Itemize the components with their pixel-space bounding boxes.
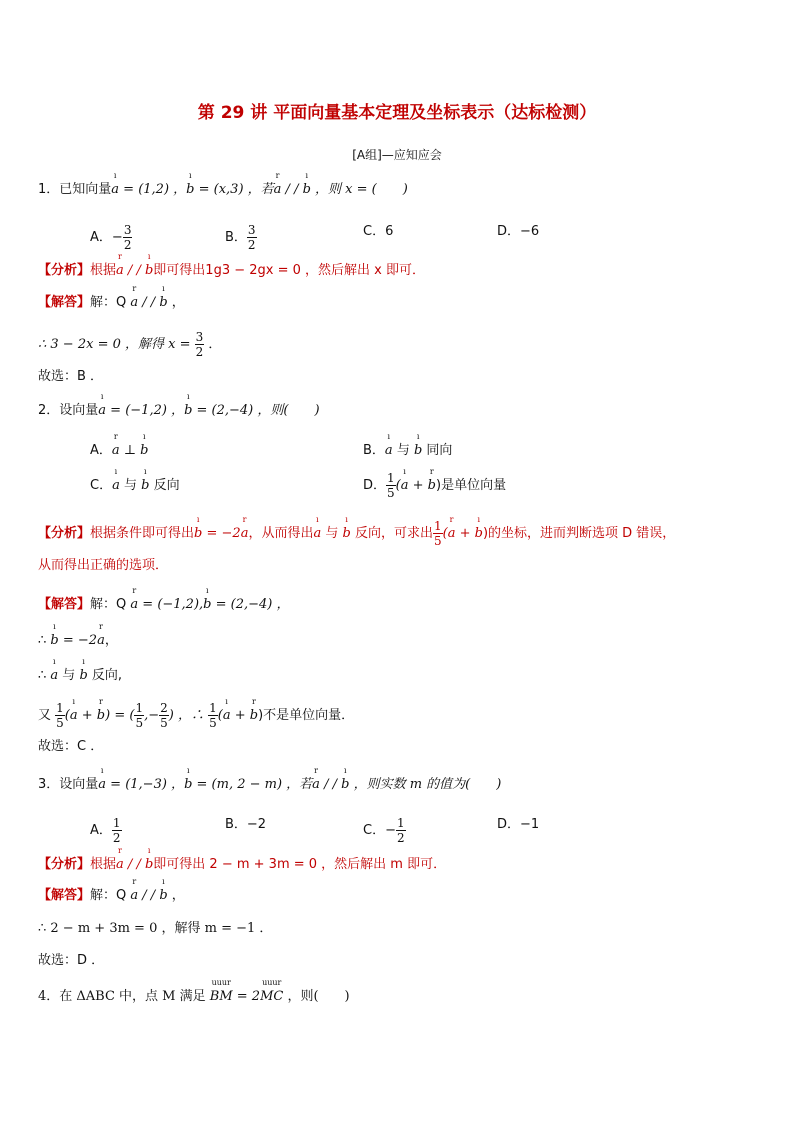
step-text: 又 — [38, 708, 56, 723]
q1-analysis — [38, 262, 425, 280]
vector-a: r a — [116, 262, 124, 280]
paren: ( — [217, 708, 223, 723]
fraction — [112, 816, 122, 845]
vector-a: r a — [448, 525, 456, 543]
plus-symbol: + — [230, 708, 250, 723]
option-label: A． — [90, 443, 112, 458]
q3-b-value: = (m, 2 − m) ，若 — [192, 777, 313, 792]
fraction — [396, 816, 406, 845]
q1-b-value: = (x,3) ，若 — [194, 182, 274, 197]
q2-option-b — [363, 442, 452, 460]
vector-b: r b — [428, 477, 436, 495]
vector-a: ı a — [223, 707, 231, 725]
vector-a: r a — [274, 181, 282, 199]
fraction — [208, 701, 218, 730]
vector-b: ı b — [414, 442, 422, 460]
analysis-text: 即可得出 2 − m + 3m = 0 ，然后解出 m 即可． — [153, 857, 447, 872]
q3-a-value: = (1,−3) ， — [106, 777, 185, 792]
answer-equation: = (−1,2), — [138, 597, 204, 612]
fraction — [433, 519, 443, 548]
plus-symbol: + — [77, 708, 97, 723]
q1-option-b — [225, 223, 257, 252]
q2-step-2 — [38, 667, 122, 685]
step-suffix: ． — [204, 337, 222, 352]
vector-a: r a — [97, 632, 105, 650]
vector-b: r b — [97, 707, 105, 725]
vector-a: ı a — [111, 181, 119, 199]
fraction — [159, 701, 169, 730]
vector-a: r a — [241, 525, 249, 543]
answer-tag: 【解答】 — [38, 888, 91, 903]
vector-a: r a — [116, 856, 124, 874]
vector-b: ı b — [303, 181, 311, 199]
vector-b: ı b — [140, 442, 148, 460]
vector-a: r a — [130, 596, 138, 614]
vector-b: ı b — [194, 525, 202, 543]
vector-b: ı b — [343, 525, 351, 543]
denominator: 5 — [135, 716, 144, 730]
answer-prefix: 解：Q — [90, 597, 131, 612]
denominator: 5 — [209, 716, 217, 730]
q4-equation: = 2 — [232, 989, 261, 1004]
vector-b: ı b — [50, 632, 58, 650]
analysis-prefix: 根据 — [90, 263, 117, 278]
analysis-tag: 【分析】 — [38, 857, 91, 872]
vector-a: ı a — [98, 402, 106, 420]
q1-option-c: C．6 — [363, 224, 394, 239]
vector-b: ı b — [79, 667, 87, 685]
fraction — [247, 223, 257, 252]
analysis-text: 即可得出1g3 − 2gx = 0 ，然后解出 x 即可． — [153, 263, 425, 278]
fraction — [386, 471, 396, 500]
vector-b: ı b — [184, 776, 192, 794]
q2-option-c — [90, 477, 180, 495]
q1-stem-prefix: 1．已知向量 — [38, 182, 112, 197]
q2-step-1 — [38, 632, 118, 650]
step-text: ∴ — [38, 668, 51, 683]
vector-a: ı a — [401, 477, 409, 495]
denominator: 2 — [195, 345, 204, 359]
q3-analysis — [38, 856, 446, 874]
perpendicular-symbol: ⊥ — [119, 443, 141, 458]
answer-equation: = (2,−4) ， — [211, 597, 290, 612]
denominator: 5 — [160, 716, 168, 730]
q1-option-a — [90, 223, 132, 252]
vector-b: ı b — [184, 402, 192, 420]
option-label: C． — [90, 478, 113, 493]
section-subtitle: [A组]—应知应会 — [352, 148, 442, 162]
vector-mc: uuur MC — [260, 988, 283, 1006]
vector-a: ı a — [385, 442, 393, 460]
analysis-tag: 【分析】 — [38, 526, 91, 541]
denominator: 2 — [123, 238, 132, 252]
q1-answer — [38, 294, 185, 312]
numerator: 1 — [396, 816, 405, 830]
denominator: 2 — [396, 831, 405, 845]
numerator: 1 — [209, 701, 217, 715]
q3-answer — [38, 887, 185, 905]
q1-stem — [38, 181, 408, 199]
q4-stem-prefix: 4．在 ΔABC 中，点 M 满足 — [38, 989, 210, 1004]
q1-stem-suffix: ，则 x = ( ) — [310, 182, 408, 197]
q1-step-1 — [38, 330, 221, 359]
q3-choice: 故选：D ． — [38, 953, 105, 968]
q2-b-value: = (2,−4) ，则( ) — [192, 403, 320, 418]
step-equation: ,− — [144, 708, 160, 723]
fraction — [55, 701, 65, 730]
analysis-prefix: 根据 — [90, 857, 117, 872]
analysis-text: ，从而得出 — [248, 526, 314, 541]
option-label: A． — [90, 823, 112, 838]
page-title: 第 29 讲 平面向量基本定理及坐标表示（达标检测） — [197, 103, 597, 123]
q2-step-3 — [38, 701, 354, 730]
parallel-symbol: / / — [138, 888, 160, 903]
answer-tag: 【解答】 — [38, 597, 91, 612]
option-text: 反向 — [149, 478, 180, 493]
vector-b: ı b — [141, 477, 149, 495]
q2-answer — [38, 596, 290, 614]
step-text: ∴ — [38, 633, 51, 648]
vector-b: ı b — [145, 856, 153, 874]
parallel-symbol: / / — [123, 263, 145, 278]
numerator: 3 — [123, 223, 132, 237]
vector-a: ı a — [50, 667, 58, 685]
option-label: B． — [225, 230, 247, 245]
step-suffix: 反向, — [87, 668, 123, 683]
paren: ( — [395, 478, 401, 493]
q3-option-b: B．−2 — [225, 817, 267, 832]
parallel-symbol: / / — [281, 182, 303, 197]
answer-suffix: ， — [167, 888, 185, 903]
vector-b: ı b — [145, 262, 153, 280]
fraction — [134, 701, 144, 730]
parallel-symbol: / / — [138, 295, 160, 310]
q2-a-value: = (−1,2) ， — [106, 403, 185, 418]
vector-b: ı b — [203, 596, 211, 614]
vector-b: ı b — [159, 887, 167, 905]
answer-suffix: ， — [167, 295, 185, 310]
option-text: 与 — [119, 478, 142, 493]
vector-a: r a — [312, 776, 320, 794]
q4-stem — [38, 988, 350, 1006]
analysis-tag: 【分析】 — [38, 263, 91, 278]
vector-a: r a — [130, 294, 138, 312]
step-equation: ) = ( — [105, 708, 135, 723]
option-label: A． — [90, 230, 112, 245]
step-equation: = −2 — [58, 633, 98, 648]
q2-analysis-line-2: 从而得出正确的选项． — [38, 558, 169, 573]
plus-symbol: + — [408, 478, 428, 493]
denominator: 5 — [433, 534, 442, 548]
analysis-text: )的坐标，进而判断选项 D 错误， — [482, 526, 676, 541]
q3-stem — [38, 776, 501, 794]
q2-option-d — [363, 471, 506, 500]
denominator: 5 — [56, 716, 64, 730]
q4-stem-suffix: ，则( ) — [283, 989, 350, 1004]
denominator: 2 — [112, 831, 121, 845]
paren: ( — [64, 708, 70, 723]
q3-option-c — [363, 816, 406, 845]
option-text: )是单位向量 — [436, 478, 507, 493]
denominator: 5 — [387, 486, 395, 500]
step-text: ∴ 3 − 2x = 0 ，解得 x = — [38, 337, 195, 352]
vector-bm: uuur BM — [210, 988, 233, 1006]
parallel-symbol: / / — [123, 857, 145, 872]
q2-stem — [38, 402, 320, 420]
vector-a: ı a — [70, 707, 78, 725]
step-suffix: )不是单位向量． — [258, 708, 355, 723]
fraction — [195, 330, 205, 359]
vector-b: r b — [250, 707, 258, 725]
vector-a: ı a — [98, 776, 106, 794]
q3-stem-prefix: 3．设向量 — [38, 777, 99, 792]
answer-prefix: 解：Q — [90, 295, 131, 310]
q3-stem-suffix: ，则实数 m 的值为( ) — [349, 777, 502, 792]
option-label: C． — [363, 823, 386, 838]
option-label: D． — [363, 478, 387, 493]
answer-tag: 【解答】 — [38, 295, 91, 310]
vector-b: ı b — [341, 776, 349, 794]
numerator: 1 — [433, 519, 442, 533]
analysis-equation: = −2 — [202, 526, 241, 541]
numerator: 3 — [247, 223, 256, 237]
q1-choice: 故选：B ． — [38, 369, 104, 384]
parallel-symbol: / / — [319, 777, 342, 792]
q2-stem-prefix: 2．设向量 — [38, 403, 99, 418]
q3-option-d: D．−1 — [497, 817, 540, 832]
analysis-text: 与 — [321, 526, 343, 541]
vector-a: r a — [112, 442, 120, 460]
numerator: 3 — [195, 330, 204, 344]
option-text: 同向 — [422, 443, 453, 458]
vector-a: ı a — [313, 525, 321, 543]
numerator: 1 — [135, 701, 144, 715]
q3-option-a — [90, 816, 122, 845]
step-suffix: ， — [104, 633, 118, 648]
q2-choice: 故选：C ． — [38, 739, 104, 754]
analysis-prefix: 根据条件即可得出 — [90, 526, 195, 541]
step-equation: ) ，∴ — [168, 708, 209, 723]
minus-sign: − — [111, 230, 123, 245]
numerator: 2 — [160, 701, 168, 715]
answer-prefix: 解：Q — [90, 888, 131, 903]
q2-option-a — [90, 442, 149, 460]
minus-sign: − — [385, 823, 396, 838]
vector-a: ı a — [112, 477, 120, 495]
vector-a: r a — [130, 887, 138, 905]
q1-option-d: D．−6 — [497, 224, 540, 239]
paren: ( — [442, 526, 448, 541]
step-text: 与 — [58, 668, 80, 683]
option-label: B． — [363, 443, 385, 458]
vector-b: ı b — [475, 525, 483, 543]
fraction — [123, 223, 133, 252]
q1-a-value: = (1,2) ， — [119, 182, 187, 197]
plus-symbol: + — [455, 526, 475, 541]
numerator: 1 — [387, 471, 395, 485]
vector-b: ı b — [159, 294, 167, 312]
numerator: 1 — [112, 816, 121, 830]
numerator: 1 — [56, 701, 64, 715]
denominator: 2 — [247, 238, 256, 252]
vector-b: ı b — [186, 181, 194, 199]
option-text: 与 — [392, 443, 414, 458]
q2-analysis — [38, 519, 675, 548]
q3-step-1: ∴ 2 − m + 3m = 0 ，解得 m = −1 ． — [38, 921, 273, 936]
analysis-text: 反向，可求出 — [350, 526, 433, 541]
